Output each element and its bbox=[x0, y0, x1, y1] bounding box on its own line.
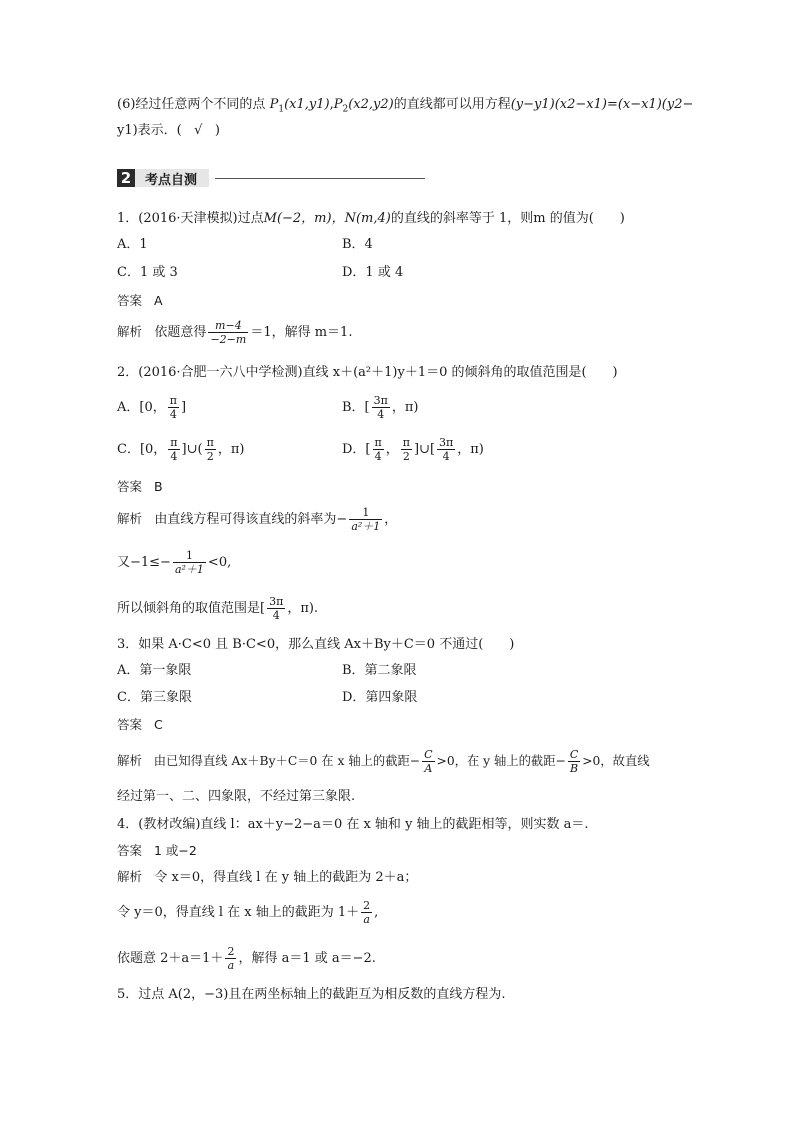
q3-stem: 3．如果 A·C<0 且 B·C<0，那么直线 Ax＋By＋C＝0 不通过( ) bbox=[117, 637, 515, 652]
denominator: 4 bbox=[377, 408, 385, 421]
q2-a-b: ] bbox=[180, 400, 187, 415]
q3-explanation-2: 经过第一、二、四象限，不经过第三象限. bbox=[117, 789, 356, 804]
q2-option-c bbox=[117, 436, 244, 464]
q2-expl2-a: 又−1≤− bbox=[117, 555, 171, 570]
q2-option-b bbox=[342, 394, 419, 422]
q2-expl-a-end: ， bbox=[384, 512, 398, 527]
answer-label: 答案 bbox=[117, 293, 143, 308]
q2-explanation-3 bbox=[117, 594, 318, 624]
answer-label: 答案 bbox=[117, 479, 143, 494]
denominator: B bbox=[569, 762, 579, 775]
denominator: 4 bbox=[442, 450, 450, 463]
item-number: (6) bbox=[117, 97, 136, 112]
item-close-paren: ) bbox=[214, 123, 220, 138]
denominator: a²＋1 bbox=[174, 563, 204, 576]
item-text-b: 的直线都可以用方程 bbox=[393, 97, 511, 112]
explanation-label: 解析 bbox=[117, 511, 143, 526]
item-6-line-2 bbox=[117, 122, 220, 140]
q2-c-b: ，π) bbox=[217, 442, 245, 457]
q4-answer bbox=[117, 842, 197, 860]
q2-expl2-b: <0, bbox=[207, 555, 232, 570]
denominator: a²＋1 bbox=[351, 520, 381, 533]
q1-expl-b: ＝1，解得 m＝1. bbox=[250, 325, 353, 340]
q4-explanation-2 bbox=[117, 898, 378, 928]
q4-explanation-1 bbox=[117, 868, 417, 887]
q5-stem: 5．过点 A(2，−3)且在两坐标轴上的截距互为相反数的直线方程为. bbox=[117, 987, 506, 1002]
q2-a-a: A．[0， bbox=[117, 400, 166, 415]
q3-option-b: B．第二象限 bbox=[342, 663, 417, 678]
numerator: 2 bbox=[227, 945, 235, 958]
q3-explanation-1 bbox=[117, 746, 650, 776]
q4-explanation-3 bbox=[117, 944, 376, 974]
q2-option-a bbox=[117, 394, 186, 422]
numerator: π bbox=[206, 436, 214, 449]
answer-value: B bbox=[153, 479, 163, 494]
explanation-label: 解析 bbox=[117, 753, 143, 768]
q2-d-mid1: ， bbox=[385, 442, 399, 457]
section-number: 2 bbox=[117, 169, 135, 187]
check-mark: √ bbox=[194, 123, 203, 138]
q4-expl2-b: , bbox=[374, 905, 379, 920]
q4-expl3-b: ，解得 a＝1 或 a＝−2. bbox=[238, 951, 376, 966]
q2-explanation-2 bbox=[117, 548, 231, 578]
p1-coords: (x1,y1) bbox=[284, 97, 330, 112]
q2-stem: 2．(2016·合肥一六八中学检测)直线 x＋(a²＋1)y＋1＝0 的倾斜角的取值范围是( ) bbox=[117, 365, 618, 380]
q2-option-d bbox=[342, 436, 484, 464]
numerator: π bbox=[374, 436, 382, 449]
denominator: a bbox=[227, 959, 235, 972]
denominator: 2 bbox=[402, 450, 410, 463]
item-equation: (y−y1)(x2−x1)=(x−x1)(y2− bbox=[510, 97, 694, 112]
fraction bbox=[568, 748, 580, 775]
answer-value: 1 或−2 bbox=[153, 843, 197, 858]
fraction bbox=[168, 436, 179, 463]
fraction bbox=[168, 394, 179, 421]
q3-option-d: D．第四象限 bbox=[342, 690, 418, 705]
item-6-line-1: (6)经过任意两个不同的点 $P_1(x1,y1),P_2(x2,y2)$的直线都可以用方程(y−y1)(x2−x1)=(x−x1)(y2− bbox=[117, 97, 694, 115]
denominator: 4 bbox=[374, 450, 382, 463]
denominator: 2 bbox=[206, 450, 214, 463]
fraction bbox=[437, 436, 455, 463]
denominator: 4 bbox=[169, 408, 177, 421]
denominator: 4 bbox=[272, 609, 280, 622]
q1-option-d: D．1 或 4 bbox=[342, 265, 404, 280]
fraction bbox=[361, 899, 372, 926]
fraction bbox=[349, 506, 382, 533]
q1-option-c: C．1 或 3 bbox=[117, 265, 178, 280]
q4-expl3-a: 依题意 2＋a＝1＋ bbox=[117, 951, 224, 966]
section-title: 考点自测 bbox=[135, 169, 209, 187]
q2-d-b: ，π) bbox=[457, 442, 484, 457]
q2-c-mid: ]∪( bbox=[181, 442, 203, 457]
q1-stem-b: 的直线的斜率等于 1，则 bbox=[390, 211, 534, 226]
fraction bbox=[372, 394, 390, 421]
fraction bbox=[401, 436, 412, 463]
fraction bbox=[373, 436, 384, 463]
numerator: C bbox=[424, 748, 433, 761]
answer-label: 答案 bbox=[117, 717, 143, 732]
section-header bbox=[117, 168, 425, 188]
q1-stem-c: m 的值为( ) bbox=[533, 211, 625, 226]
denominator: a bbox=[363, 913, 370, 926]
explanation-label: 解析 bbox=[117, 869, 143, 884]
q1-answer bbox=[117, 292, 163, 310]
fraction bbox=[205, 436, 216, 463]
numerator: 3π bbox=[269, 595, 284, 608]
numerator: 1 bbox=[349, 506, 382, 520]
fraction bbox=[173, 549, 206, 576]
item-text: 经过任意两个不同的点 bbox=[135, 97, 266, 112]
numerator: C bbox=[569, 748, 579, 761]
numerator: π bbox=[170, 436, 178, 449]
q3-expl-c: >0，故直线 bbox=[582, 754, 650, 768]
fraction bbox=[422, 748, 434, 775]
q4-expl2-a: 令 y＝0，得直线 l 在 x 轴上的截距为 1＋ bbox=[117, 905, 360, 920]
answer-label: 答案 bbox=[117, 843, 143, 858]
q3-option-a: A．第一象限 bbox=[117, 663, 192, 678]
section-rule bbox=[215, 178, 425, 179]
q2-d-mid2: ]∪[ bbox=[413, 442, 436, 457]
numerator: 1 bbox=[173, 549, 206, 563]
q2-expl-a: 由直线方程可得该直线的斜率为− bbox=[154, 512, 348, 527]
q1-explanation bbox=[117, 318, 352, 347]
point-p2: P bbox=[333, 97, 343, 112]
answer-value: A bbox=[153, 293, 163, 308]
p2-coords: (x2,y2) bbox=[348, 97, 394, 112]
q2-answer bbox=[117, 478, 163, 496]
q2-b-b: ，π) bbox=[391, 400, 419, 415]
q1-stem bbox=[117, 210, 625, 228]
q4-expl1: 令 x＝0，得直线 l 在 y 轴上的截距为 2＋a； bbox=[154, 870, 418, 885]
numerator: m−4 bbox=[208, 319, 248, 333]
q2-b-a: B．[ bbox=[342, 400, 370, 415]
fraction bbox=[267, 595, 285, 622]
numerator: 3π bbox=[439, 436, 454, 449]
q2-explanation-1 bbox=[117, 504, 397, 535]
numerator: π bbox=[169, 394, 177, 407]
q2-expl3-b: ，π). bbox=[287, 601, 319, 616]
p2-subscript: 2 bbox=[342, 104, 349, 115]
q1-option-a: A．1 bbox=[117, 237, 148, 252]
answer-value: C bbox=[153, 717, 163, 732]
q2-expl3-a: 所以倾斜角的取值范围是[ bbox=[117, 601, 266, 616]
denominator: A bbox=[424, 762, 433, 775]
q1-expl-a: 依题意得 bbox=[154, 325, 207, 340]
fraction bbox=[225, 945, 236, 972]
q4-stem: 4．(教材改编)直线 l：ax＋y−2−a＝0 在 x 轴和 y 轴上的截距相等，则实数 a＝. bbox=[117, 817, 589, 832]
p1-subscript: 1 bbox=[278, 104, 285, 115]
q2-d-a: D．[ bbox=[342, 442, 371, 457]
denominator: 4 bbox=[170, 450, 178, 463]
numerator: 2 bbox=[363, 899, 371, 912]
numerator: 3π bbox=[373, 394, 388, 407]
explanation-label: 解析 bbox=[117, 324, 143, 339]
item-continuation: y1)表示．( bbox=[117, 123, 182, 138]
numerator: π bbox=[402, 436, 410, 449]
q3-expl-b: >0，在 y 轴上的截距− bbox=[436, 754, 566, 768]
fraction bbox=[208, 319, 248, 346]
q1-option-b: B．4 bbox=[342, 237, 373, 252]
q3-expl-a: 由已知得直线 Ax＋By＋C＝0 在 x 轴上的截距− bbox=[153, 754, 421, 768]
q2-c-a: C．[0， bbox=[117, 442, 167, 457]
point-p1: P bbox=[269, 97, 279, 112]
denominator: −2−m bbox=[210, 333, 247, 346]
q1-stem-a: 1．(2016·天津模拟)过点 bbox=[117, 211, 264, 226]
q3-option-c: C．第三象限 bbox=[117, 690, 192, 705]
q3-answer bbox=[117, 716, 163, 734]
q1-points: M(−2，m)，N(m,4) bbox=[263, 211, 391, 226]
